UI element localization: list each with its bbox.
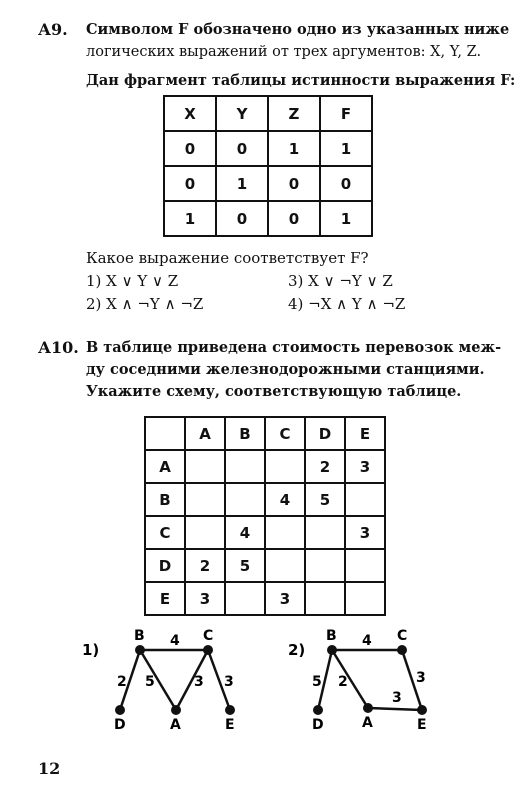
scheme-label: 1) [82,641,100,659]
cost-table-cell [225,450,265,483]
cost-table-header: A [185,417,225,450]
question-a9-line-1: Символом F обозначено одно из указанных ниже [86,21,510,38]
truth-table-row [164,166,372,201]
cost-table-cell [305,516,345,549]
cost-table-row-header: A [145,450,185,483]
answer-option-4: 4) ¬X ∧ Y ∧ ¬Z [288,295,406,313]
cost-table-header: B [225,417,265,450]
question-a10-number: А10. [38,338,79,357]
edge-weight: 5 [312,674,322,690]
graph-node [171,705,181,715]
cost-table-cell: 2 [185,549,225,582]
cost-table-cell: 5 [305,483,345,516]
truth-table-header: Y [216,96,268,131]
cost-table-cell [345,483,385,516]
truth-table-cell: 0 [268,166,320,201]
truth-table-cell: 1 [320,201,372,236]
graph-node [327,645,337,655]
truth-table-cell: 1 [268,131,320,166]
answer-option-2: 2) X ∧ ¬Y ∧ ¬Z [86,295,204,313]
question-a9-number: А9. [38,20,68,39]
cost-table-row-header: E [145,582,185,615]
scheme-label: 2) [288,641,306,659]
node-label: B [326,628,337,644]
edge-weight: 3 [392,690,402,706]
cost-table-cell [345,549,385,582]
graph-node [135,645,145,655]
node-label: D [114,717,126,732]
truth-table-cell: 1 [164,201,216,236]
cost-table-cell [305,582,345,615]
edge-a-e [368,708,422,710]
cost-table-cell: 4 [225,516,265,549]
cost-table-cell [265,516,305,549]
node-label: A [170,717,181,732]
cost-table-cell: 5 [225,549,265,582]
cost-table-cell: 3 [185,582,225,615]
graph-node [115,705,125,715]
truth-table-header: F [320,96,372,131]
scheme-1 [82,622,262,732]
question-a10-line-2: ду соседними железнодорожными станциями. [86,361,485,378]
cost-table-cell [345,582,385,615]
graph-node [313,705,323,715]
page-number: 12 [38,759,61,778]
node-label: D [312,717,324,732]
question-a10-line-3: Укажите схему, соответствующую таблице. [86,383,462,400]
cost-table-header: C [265,417,305,450]
graph-node [397,645,407,655]
graph-node [225,705,235,715]
cost-table-row [145,582,385,615]
question-a9-line-3: Дан фрагмент таблицы истинности выражения F: [86,72,516,89]
cost-table-row-header: D [145,549,185,582]
cost-table-row [145,549,385,582]
truth-table-cell: 0 [164,131,216,166]
cost-table-cell [225,483,265,516]
truth-table-header: Z [268,96,320,131]
answer-option-3: 3) X ∨ ¬Y ∨ Z [288,272,393,290]
cost-table-cell: 3 [265,582,305,615]
scheme-2 [288,622,468,732]
cost-table-row-header: B [145,483,185,516]
cost-table-cell [265,549,305,582]
truth-table-row [164,201,372,236]
cost-table-header: E [345,417,385,450]
edge-weight: 2 [117,674,127,690]
question-a10-line-1: В таблице приведена стоимость перевозок меж- [86,339,502,356]
node-label: A [362,715,373,731]
truth-table-row [164,131,372,166]
edge-weight: 2 [338,674,348,690]
edge-weight: 5 [145,674,155,690]
cost-table-cell: 4 [265,483,305,516]
truth-table-cell: 0 [268,201,320,236]
edge-weight: 4 [362,633,372,649]
question-a9-prompt: Какое выражение соответствует F? [86,249,369,267]
answer-option-1: 1) X ∨ Y ∨ Z [86,272,179,290]
cost-table [144,416,386,616]
truth-table-cell: 0 [320,166,372,201]
cost-table-header: D [305,417,345,450]
cost-table-cell [185,450,225,483]
node-label: C [203,628,214,644]
cost-table-cell [305,549,345,582]
cost-table-cell [185,483,225,516]
cost-table-row-header: C [145,516,185,549]
cost-table-header-row [145,417,385,450]
cost-table-cell [185,516,225,549]
edge-weight: 3 [416,670,426,686]
truth-table-header-row [164,96,372,131]
node-label: C [397,628,408,644]
node-label: B [134,628,145,644]
cost-table-row [145,483,385,516]
graph-node [203,645,213,655]
truth-table-cell: 1 [216,166,268,201]
graph-node [417,705,427,715]
cost-table-corner [145,417,185,450]
node-label: E [417,717,427,732]
truth-table [163,95,373,237]
truth-table-cell: 0 [216,201,268,236]
cost-table-cell: 3 [345,516,385,549]
cost-table-row [145,450,385,483]
node-label: E [225,717,235,732]
graph-node [363,703,373,713]
cost-table-cell [265,450,305,483]
edge-weight: 4 [170,633,180,649]
cost-table-cell: 2 [305,450,345,483]
edge-weight: 3 [194,674,204,690]
truth-table-cell: 0 [216,131,268,166]
truth-table-header: X [164,96,216,131]
truth-table-cell: 1 [320,131,372,166]
cost-table-row [145,516,385,549]
truth-table-cell: 0 [164,166,216,201]
question-a9-line-2: логических выражений от трех аргументов: X, Y, Z. [86,44,482,60]
cost-table-cell: 3 [345,450,385,483]
edge-weight: 3 [224,674,234,690]
cost-table-cell [225,582,265,615]
